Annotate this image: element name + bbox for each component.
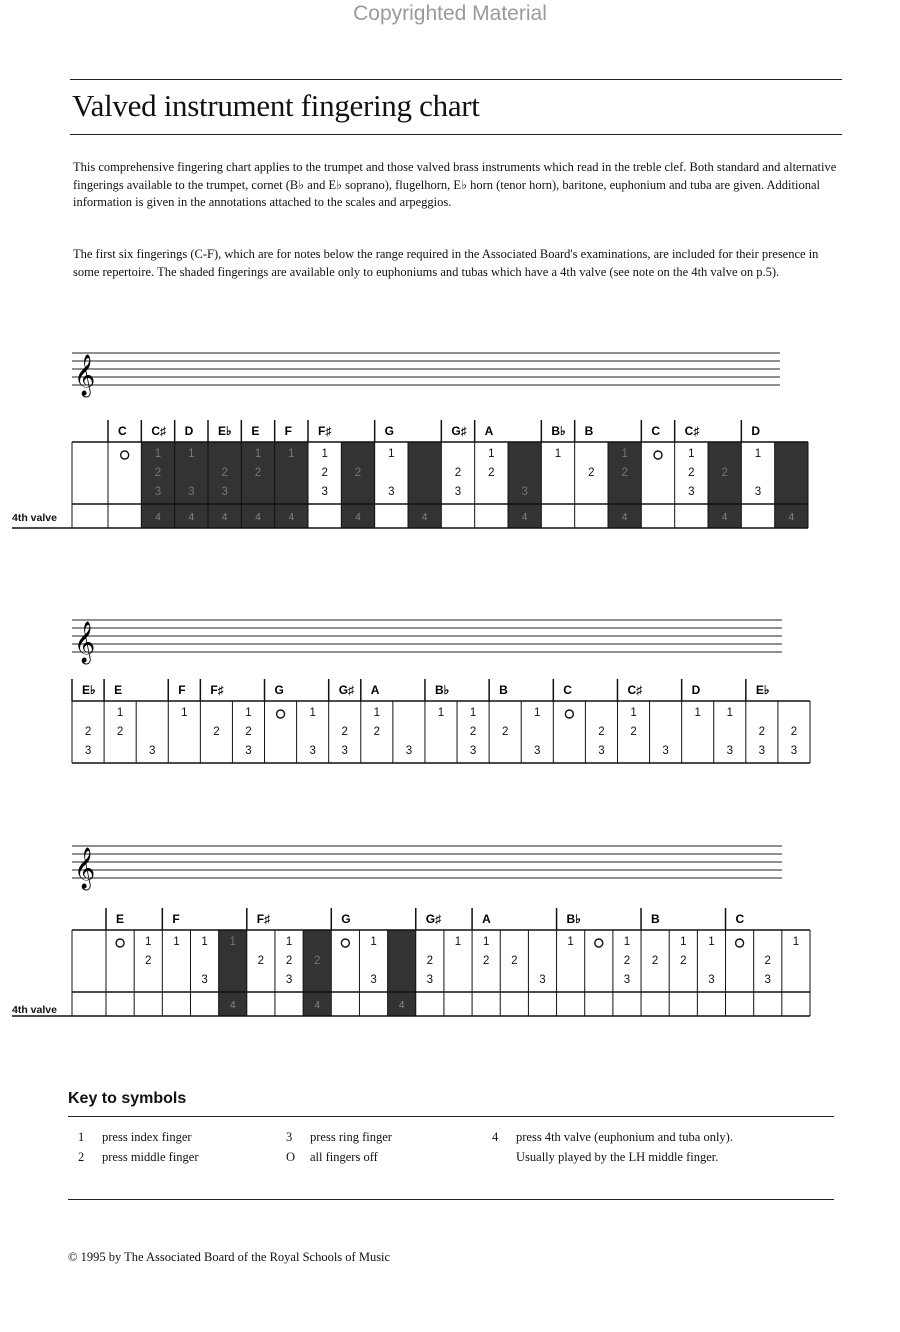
valve-number: 1 xyxy=(708,936,715,948)
valve-number: 2 xyxy=(501,726,509,738)
valve-number: 3 xyxy=(662,745,669,757)
valve-number: 2 xyxy=(373,726,381,738)
valve-number: 1 xyxy=(621,448,628,460)
key-rule-bottom xyxy=(68,1199,834,1200)
valve-number: 3 xyxy=(388,486,395,498)
valve-number: 1 xyxy=(245,707,252,719)
note-name: F♯ xyxy=(318,424,332,438)
valve-number: 3 xyxy=(245,745,252,757)
note-name: C xyxy=(563,683,572,697)
treble-clef-icon: 𝄞 xyxy=(74,847,96,888)
valve-number: 1 xyxy=(288,448,295,460)
valve-number: 2 xyxy=(764,955,771,967)
valve-number: 1 xyxy=(188,448,195,460)
fourth-valve-number: 4 xyxy=(421,512,428,523)
fingering-grid-3 xyxy=(0,838,900,1028)
fourth-valve-number: 4 xyxy=(229,1000,236,1011)
valve-number: 3 xyxy=(454,486,462,498)
valve-number: 1 xyxy=(792,936,800,948)
fourth-valve-label-3: 4th valve xyxy=(12,1004,57,1016)
note-name: G♯ xyxy=(425,912,442,926)
valve-number: 3 xyxy=(154,486,162,498)
open-valves-icon xyxy=(736,939,744,947)
valve-number: 1 xyxy=(694,707,701,719)
note-name: F xyxy=(284,424,293,438)
valve-number: 3 xyxy=(370,974,377,986)
valve-number: 3 xyxy=(201,974,208,986)
key-rule-top xyxy=(68,1116,834,1117)
valve-number: 3 xyxy=(188,486,195,498)
valve-number: 2 xyxy=(116,726,124,738)
title-rule-bottom xyxy=(70,134,842,135)
valve-number: 1 xyxy=(173,936,180,948)
note-name: E xyxy=(251,424,260,438)
valve-number: 2 xyxy=(245,726,252,738)
note-name: F xyxy=(172,912,180,926)
fourth-valve-number: 4 xyxy=(288,512,295,523)
note-name: E♭ xyxy=(755,683,770,697)
note-name: F♯ xyxy=(210,683,224,697)
valve-number: 2 xyxy=(588,467,595,479)
note-name: F♯ xyxy=(256,912,271,926)
valve-number: 3 xyxy=(285,974,293,986)
valve-number: 2 xyxy=(313,955,321,967)
note-name: C♯ xyxy=(684,424,700,438)
valve-number: 1 xyxy=(154,448,162,460)
valve-number: 1 xyxy=(454,936,462,948)
valve-number: 1 xyxy=(726,707,733,719)
valve-number: 1 xyxy=(623,936,631,948)
note-name: B♭ xyxy=(551,424,566,438)
intro-paragraph-2: The first six fingerings (C-F), which are for notes below the range required in the Associated Board's examinations, are included for their presence in some repertoire. The shaded fingerings are available only to euphoniums and tubas which have a 4th valve (see note on the 4th valve on p.5). xyxy=(73,247,819,279)
note-name: E xyxy=(114,683,123,697)
open-valves-icon xyxy=(116,939,124,947)
valve-number: 2 xyxy=(154,467,162,479)
valve-number: 2 xyxy=(221,467,228,479)
note-name: G♯ xyxy=(338,683,355,697)
valve-number: 3 xyxy=(708,974,715,986)
note-name: G xyxy=(341,912,351,926)
fourth-valve-number: 4 xyxy=(188,512,195,523)
valve-number: 2 xyxy=(341,726,348,738)
valve-number: 1 xyxy=(145,936,152,948)
fourth-valve-number: 4 xyxy=(155,512,161,523)
valve-number: 2 xyxy=(790,726,798,738)
note-name: C xyxy=(118,424,127,438)
fourth-valve-number: 4 xyxy=(355,512,361,523)
valve-number: 3 xyxy=(688,486,695,498)
fingering-section-1 xyxy=(0,345,900,540)
valve-number: 2 xyxy=(321,467,328,479)
fingering-section-2 xyxy=(0,612,900,777)
valve-number: 3 xyxy=(84,745,92,757)
valve-number: 3 xyxy=(149,745,156,757)
open-valves-icon xyxy=(277,710,285,718)
fingering-section-3 xyxy=(0,838,900,1033)
note-name: G xyxy=(274,683,284,697)
valve-number: 1 xyxy=(688,448,695,460)
fourth-valve-number: 4 xyxy=(521,512,528,523)
valve-number: 3 xyxy=(534,745,541,757)
open-valves-icon xyxy=(565,710,573,718)
note-name: E♭ xyxy=(82,683,96,697)
valve-number: 1 xyxy=(201,936,208,948)
note-name: E♭ xyxy=(218,424,232,438)
valve-number: 2 xyxy=(213,726,220,738)
fourth-valve-number: 4 xyxy=(721,512,728,523)
valve-number: 3 xyxy=(405,745,413,757)
copyright: © 1995 by The Associated Board of the Royal Schools of Music xyxy=(68,1250,391,1264)
valve-number: 1 xyxy=(370,936,377,948)
note-name: B xyxy=(651,912,660,926)
note-name: F xyxy=(178,683,186,697)
fingering-table xyxy=(0,612,900,767)
valve-number: 1 xyxy=(321,448,328,460)
note-name: D xyxy=(691,683,701,697)
valve-number: 1 xyxy=(469,707,477,719)
valve-number: 1 xyxy=(630,707,637,719)
valve-number: 2 xyxy=(688,467,695,479)
valve-number: 1 xyxy=(534,707,541,719)
intro-paragraph-1: This comprehensive fingering chart applies to the trumpet and those valved brass instruments which read in the treble clef. Both standard and alternative fingerings available to the trumpet, cornet (B♭ and E♭ soprano), flugelhorn, E♭ horn (tenor horn), baritone, euphonium and tuba are given. Additional information is given in the annotations attached to the scales and arpeggios. xyxy=(73,160,837,209)
key-item: 2 press middle finger xyxy=(78,1150,199,1164)
valve-number: 2 xyxy=(285,955,293,967)
valve-number: 2 xyxy=(254,467,262,479)
valve-number: 1 xyxy=(181,707,188,719)
valve-number: 1 xyxy=(116,707,124,719)
valve-number: 2 xyxy=(257,955,265,967)
note-name: B xyxy=(584,424,594,438)
valve-number: 2 xyxy=(680,955,687,967)
note-name: A xyxy=(482,912,491,926)
valve-number: 3 xyxy=(426,974,434,986)
watermark: Copyrighted Material xyxy=(353,2,547,25)
valve-number: 2 xyxy=(630,726,637,738)
fourth-valve-number: 4 xyxy=(788,512,795,523)
valve-number: 3 xyxy=(309,745,316,757)
valve-number: 2 xyxy=(488,467,495,479)
valve-number: 2 xyxy=(598,726,605,738)
note-name: G xyxy=(384,424,395,438)
valve-number: 3 xyxy=(321,486,328,498)
open-valves-icon xyxy=(341,939,349,947)
note-name: C xyxy=(651,424,661,438)
valve-number: 1 xyxy=(229,936,236,948)
valve-number: 2 xyxy=(426,955,434,967)
fourth-valve-number: 4 xyxy=(221,512,228,523)
valve-number: 1 xyxy=(488,448,495,460)
valve-number: 2 xyxy=(651,955,659,967)
valve-number: 3 xyxy=(341,745,348,757)
open-valves-icon xyxy=(595,939,603,947)
valve-number: 1 xyxy=(254,448,262,460)
valve-number: 1 xyxy=(309,707,316,719)
note-name: D xyxy=(184,424,194,438)
valve-number: 3 xyxy=(754,486,762,498)
valve-number: 1 xyxy=(554,448,562,460)
valve-number: 3 xyxy=(521,486,528,498)
valve-number: 1 xyxy=(437,707,445,719)
fingering-table xyxy=(0,345,900,532)
note-name: B xyxy=(499,683,508,697)
valve-number: 3 xyxy=(764,974,771,986)
valve-number: 3 xyxy=(598,745,605,757)
valve-number: 2 xyxy=(145,955,152,967)
key-item: 1 press index finger xyxy=(78,1130,192,1144)
valve-number: 3 xyxy=(469,745,477,757)
note-name: D xyxy=(751,424,761,438)
valve-number: 2 xyxy=(482,955,490,967)
fingering-grid-1 xyxy=(0,345,900,535)
valve-number: 3 xyxy=(790,745,798,757)
fourth-valve-number: 4 xyxy=(398,1000,405,1011)
key-item: 3 press ring finger xyxy=(286,1130,392,1144)
valve-number: 3 xyxy=(221,486,228,498)
fingering-table xyxy=(0,838,900,1020)
key-title: Key to symbols xyxy=(68,1090,187,1107)
valve-number: 2 xyxy=(354,467,362,479)
note-name: B♭ xyxy=(434,683,450,697)
note-name: C♯ xyxy=(627,683,643,697)
fourth-valve-number: 4 xyxy=(314,1000,320,1011)
fourth-valve-number: 4 xyxy=(255,512,261,523)
title-rule-top xyxy=(70,79,842,80)
valve-number: 2 xyxy=(621,467,628,479)
key-item: Usually played by the LH middle finger. xyxy=(516,1150,719,1164)
treble-clef-icon: 𝄞 xyxy=(74,621,96,662)
note-name: B♭ xyxy=(566,912,581,926)
valve-number: 1 xyxy=(388,448,395,460)
fingering-grid-2 xyxy=(0,612,900,772)
valve-number: 1 xyxy=(373,707,381,719)
treble-clef-icon: 𝄞 xyxy=(74,354,96,395)
page-title: Valved instrument fingering chart xyxy=(72,88,480,123)
valve-number: 1 xyxy=(567,936,574,948)
valve-number: 3 xyxy=(539,974,546,986)
note-name: C♯ xyxy=(151,424,167,438)
valve-number: 2 xyxy=(454,467,462,479)
fourth-valve-label-1: 4th valve xyxy=(12,512,57,524)
note-name: A xyxy=(484,424,494,438)
note-name: G♯ xyxy=(451,424,467,438)
fourth-valve-number: 4 xyxy=(621,512,628,523)
key-item: O all fingers off xyxy=(286,1150,378,1164)
valve-number: 1 xyxy=(680,936,687,948)
open-valves-icon xyxy=(654,451,662,459)
key-item: 4 press 4th valve (euphonium and tuba only). xyxy=(492,1130,733,1144)
valve-number: 2 xyxy=(511,955,518,967)
valve-number: 2 xyxy=(469,726,477,738)
valve-number: 3 xyxy=(623,974,631,986)
note-name: E xyxy=(116,912,125,926)
valve-number: 2 xyxy=(758,726,766,738)
note-name: A xyxy=(370,683,380,697)
valve-number: 1 xyxy=(285,936,293,948)
valve-number: 1 xyxy=(754,448,762,460)
open-valves-icon xyxy=(121,451,129,459)
valve-number: 3 xyxy=(726,745,733,757)
valve-number: 2 xyxy=(721,467,728,479)
note-name: C xyxy=(735,912,745,926)
valve-number: 2 xyxy=(623,955,631,967)
valve-number: 3 xyxy=(758,745,766,757)
valve-number: 1 xyxy=(482,936,490,948)
valve-number: 2 xyxy=(84,726,92,738)
